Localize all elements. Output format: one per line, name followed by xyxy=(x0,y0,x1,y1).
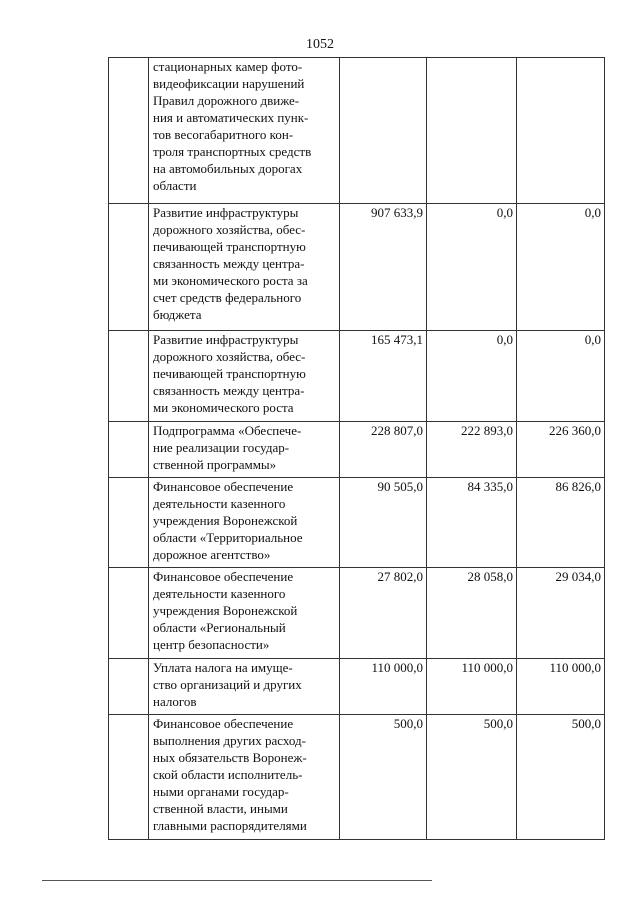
value-cell-1: 500,0 xyxy=(340,715,427,840)
row-description: Финансовое обеспечение выполнения других расход- ных обязательств Воронеж- ской области исполнитель- ными органами государ- ственной власти, иными главными распорядителями xyxy=(149,715,340,840)
value-cell-2: 0,0 xyxy=(427,331,517,422)
row-description: стационарных камер фото- видеофиксации нарушений Правил дорожного движе- ния и автоматических пунк- тов весогабаритного кон- троля транспортных средств на автомобильных дорогах области xyxy=(149,58,340,204)
value-cell-3 xyxy=(517,58,605,204)
value-cell-3: 0,0 xyxy=(517,331,605,422)
value-cell-2: 500,0 xyxy=(427,715,517,840)
table-row xyxy=(109,422,605,478)
table-row xyxy=(109,568,605,659)
table-row xyxy=(109,715,605,840)
row-description: Развитие инфраструктуры дорожного хозяйства, обес- печивающей транспортную связанность между центра- ми экономического роста за счет средств федерального бюджета xyxy=(149,204,340,331)
empty-cell xyxy=(109,478,149,568)
value-cell-1: 90 505,0 xyxy=(340,478,427,568)
value-cell-2 xyxy=(427,58,517,204)
value-cell-2: 84 335,0 xyxy=(427,478,517,568)
page-number: 1052 xyxy=(306,37,334,52)
table-row xyxy=(109,58,605,204)
row-description: Подпрограмма «Обеспече- ние реализации государ- ственной программы» xyxy=(149,422,340,478)
value-cell-3: 29 034,0 xyxy=(517,568,605,659)
value-cell-2: 110 000,0 xyxy=(427,659,517,715)
value-cell-3: 0,0 xyxy=(517,204,605,331)
value-cell-1: 907 633,9 xyxy=(340,204,427,331)
value-cell-3: 226 360,0 xyxy=(517,422,605,478)
table-row xyxy=(109,331,605,422)
value-cell-1: 165 473,1 xyxy=(340,331,427,422)
value-cell-3: 500,0 xyxy=(517,715,605,840)
budget-table xyxy=(108,57,605,840)
row-description: Финансовое обеспечение деятельности казенного учреждения Воронежской области «Региональный центр безопасности» xyxy=(149,568,340,659)
table-row xyxy=(109,204,605,331)
row-description: Финансовое обеспечение деятельности казенного учреждения Воронежской области «Территориальное дорожное агентство» xyxy=(149,478,340,568)
bottom-divider xyxy=(42,880,432,881)
empty-cell xyxy=(109,659,149,715)
table-row xyxy=(109,659,605,715)
empty-cell xyxy=(109,568,149,659)
value-cell-2: 28 058,0 xyxy=(427,568,517,659)
value-cell-3: 110 000,0 xyxy=(517,659,605,715)
value-cell-1: 27 802,0 xyxy=(340,568,427,659)
empty-cell xyxy=(109,331,149,422)
empty-cell xyxy=(109,422,149,478)
value-cell-1 xyxy=(340,58,427,204)
table-row xyxy=(109,478,605,568)
empty-cell xyxy=(109,204,149,331)
row-description: Уплата налога на имуще- ство организаций и других налогов xyxy=(149,659,340,715)
value-cell-3: 86 826,0 xyxy=(517,478,605,568)
value-cell-2: 222 893,0 xyxy=(427,422,517,478)
value-cell-2: 0,0 xyxy=(427,204,517,331)
value-cell-1: 110 000,0 xyxy=(340,659,427,715)
row-description: Развитие инфраструктуры дорожного хозяйства, обес- печивающей транспортную связанность между центра- ми экономического роста xyxy=(149,331,340,422)
empty-cell xyxy=(109,715,149,840)
empty-cell xyxy=(109,58,149,204)
value-cell-1: 228 807,0 xyxy=(340,422,427,478)
